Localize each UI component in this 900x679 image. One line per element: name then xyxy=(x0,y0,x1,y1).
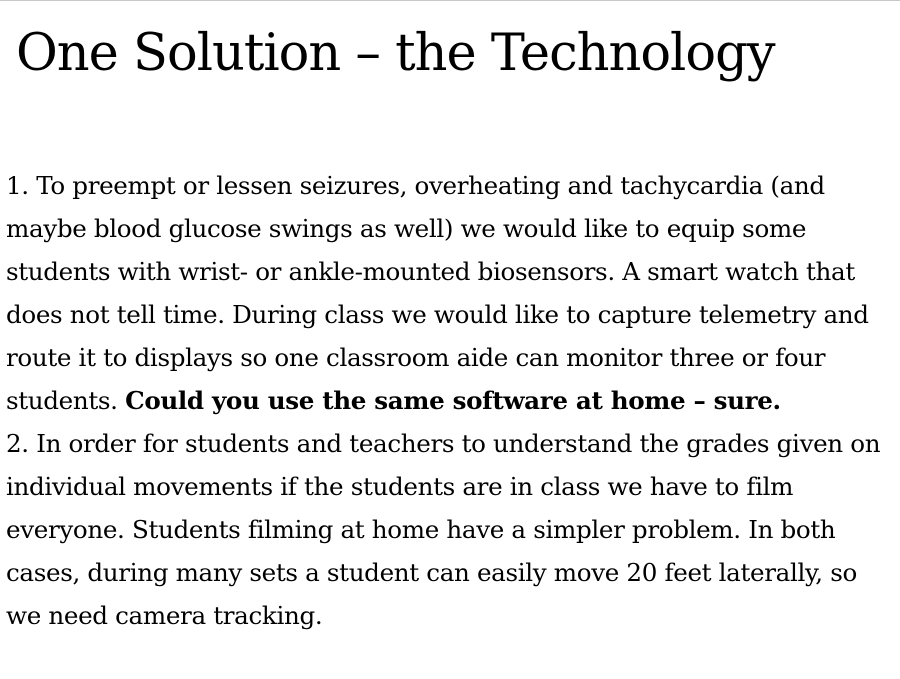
point-2-text: 2. In order for students and teachers to understand the grades given on individual movements if the students are in class we have to film everyone. Students filming at home have a simpler problem. In both cases, during many sets a student can easily move 20 feet laterally, so we need camera tracking. xyxy=(6,429,881,630)
point-1-text: 1. To preempt or lessen seizures, overheating and tachycardia (and maybe blood glucose swings as well) we would like to equip some students with wrist- or ankle-mounted biosensors. A smart watch that does not tell time. During class we would like to capture telemetry and route it to displays so one classroom aide can monitor three or four students. xyxy=(6,171,869,415)
top-divider xyxy=(0,0,900,1)
slide-title: One Solution – the Technology xyxy=(16,24,775,83)
point-1-emphasis: Could you use the same software at home – sure. xyxy=(125,386,781,415)
point-2 xyxy=(6,422,898,637)
slide-body xyxy=(6,164,898,637)
point-1 xyxy=(6,164,898,422)
